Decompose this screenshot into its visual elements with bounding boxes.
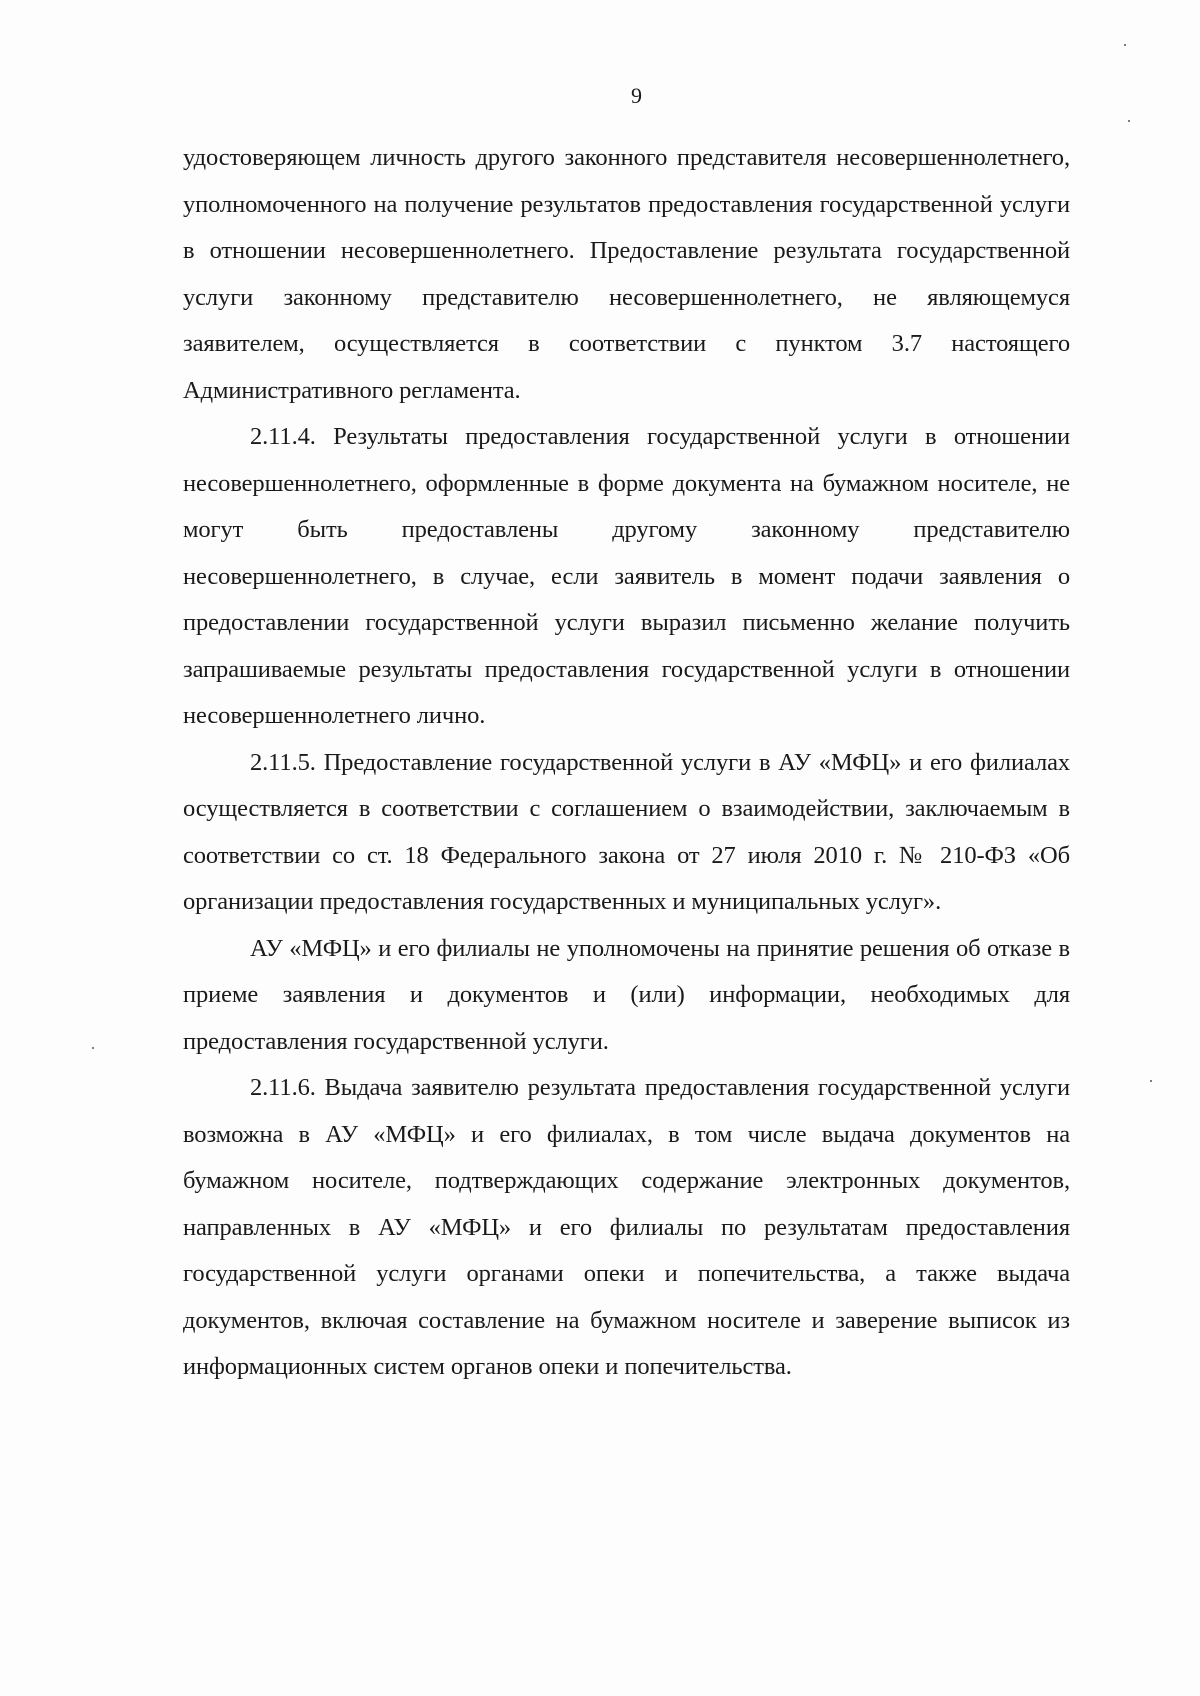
scan-speck	[1128, 120, 1130, 122]
paragraph-2-11-5: 2.11.5. Предоставление государственной услуги в АУ «МФЦ» и его филиалах осуществляется в соответствии с соглашением о взаимодействии, заключаемым в соответствии со ст. 18 Федерального закона от 27 июля 2010 г. № 210-ФЗ «Об организации предоставления государственных и муниципальных услуг».	[183, 748, 1070, 915]
page-number: 9	[631, 83, 642, 108]
scan-speck	[1150, 1080, 1152, 1082]
paragraph-2-11-4: 2.11.4. Результаты предоставления государственной услуги в отношении несовершеннолетнего, оформленные в форме документа на бумажном носителе, не могут быть предоставлены другому законному представителю несовершеннолетнего, в случае, если заявитель в момент подачи заявления о предоставлении государственной услуги выразил письменно желание получить запрашиваемые результаты предоставления государственной услуги в отношении несовершеннолетнего лично.	[183, 423, 1070, 729]
scan-speck	[1124, 44, 1126, 46]
paragraph-mfc-authority: АУ «МФЦ» и его филиалы не уполномочены на принятие решения об отказе в приеме заявления и документов и (или) информации, необходимых для предоставления государственной услуги.	[183, 934, 1070, 1055]
paragraph-continuation: удостоверяющем личность другого законного представителя несовершеннолетнего, уполномоченного на получение результатов предоставления государственной услуги в отношении несовершеннолетнего. Предоставление результата государственной услуги законному представителю несовершеннолетнего, не являющемуся заявителем, осуществляется в соответствии с пунктом 3.7 настоящего Административного регламента.	[183, 144, 1070, 404]
scan-speck	[92, 1047, 94, 1049]
paragraph-2-11-6: 2.11.6. Выдача заявителю результата предоставления государственной услуги возможна в АУ «МФЦ» и его филиалах, в том числе выдача документов на бумажном носителе, подтверждающих содержание электронных документов, направленных в АУ «МФЦ» и его филиалы по результатам предоставления государственной услуги органами опеки и попечительства, а также выдача документов, включая составление на бумажном носителе и заверение выписок из информационных систем органов опеки и попечительства.	[183, 1074, 1070, 1380]
